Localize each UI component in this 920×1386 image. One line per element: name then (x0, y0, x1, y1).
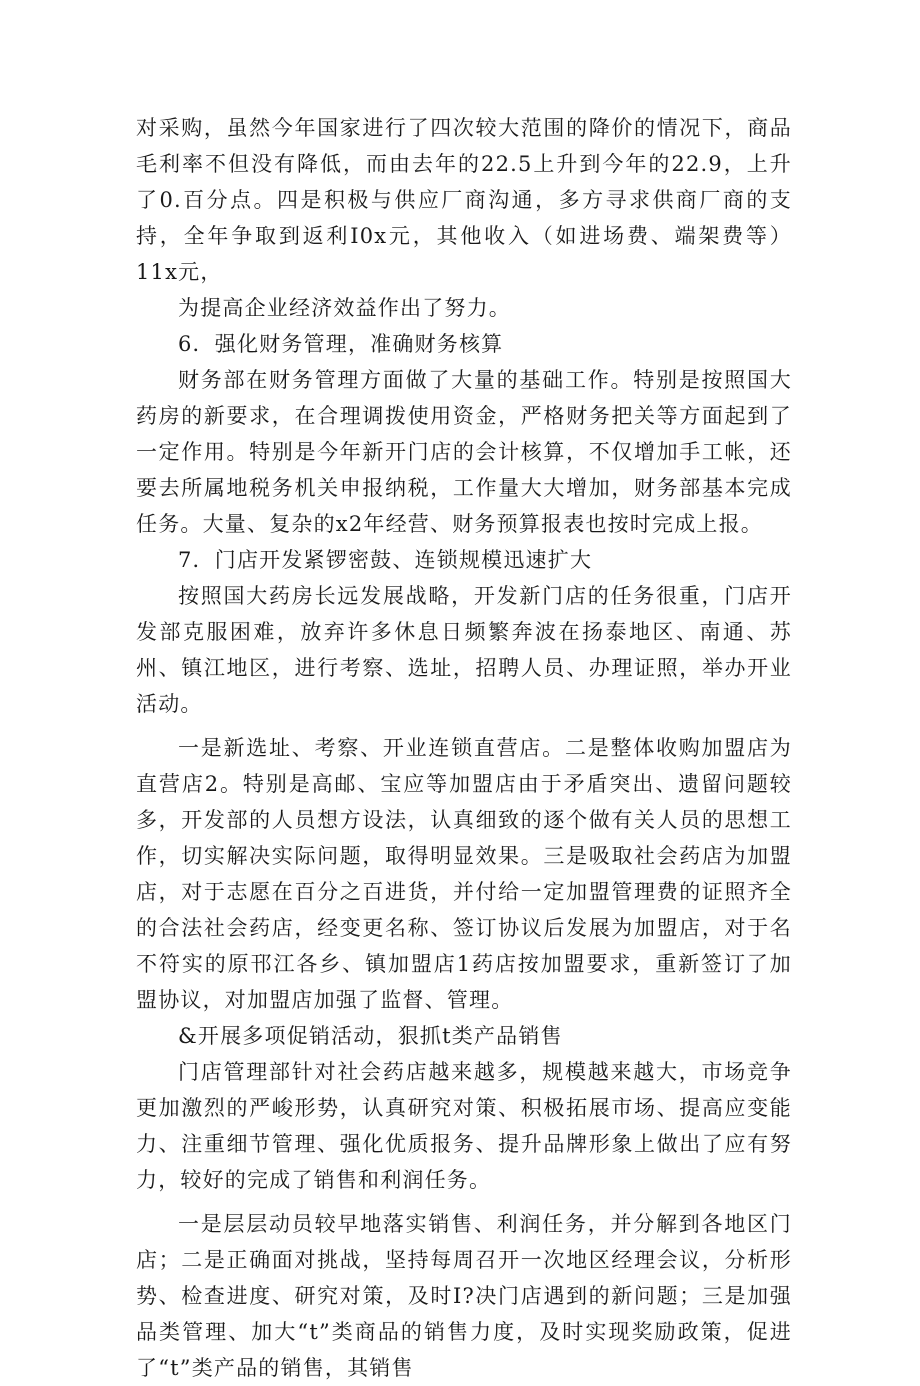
paragraph-efficiency: 为提高企业经济效益作出了努力。 (178, 296, 511, 320)
paragraph-finance: 财务部在财务管理方面做了大量的基础工作。特别是按照国大药房的新要求，在合理调拨使用资金，严格财务把关等方面起到了一定作用。特别是今年新开门店的会计核算，不仅增加手工帐，还要去所属地税务机关申报纳税，工作量大大增加，财务部基本完成任务。大量、复杂的x2年经营、财务预算报表也按时完成上报。 (136, 368, 792, 536)
heading-promotion: &开展多项促销活动，狠抓t类产品销售 (178, 1024, 563, 1048)
paragraph-procurement: 对采购，虽然今年国家进行了四次较大范围的降价的情况下，商品毛利率不但没有降低，而由去年的22.5上升到今年的22.9，上升了0.百分点。四是积极与供应厂商沟通，多方寻求供商厂商的支持，全年争取到返利I0x元，其他收入（如进场费、端架费等）11x元， (136, 116, 792, 284)
paragraph-sales-measures: 一是层层动员较早地落实销售、利润任务，并分解到各地区门店；二是正确面对挑战，坚持每周召开一次地区经理会议，分析形势、检查进度、研究对策，及时I?决门店遇到的新问题；三是加强品类管理、加大“t”类商品的销售力度，及时实现奖励政策，促进了“t”类产品的销售，其销售 (136, 1212, 792, 1380)
paragraph-store-management: 门店管理部针对社会药店越来越多，规模越来越大，市场竞争更加激烈的严峻形势，认真研究对策、积极拓展市场、提高应变能力、注重细节管理、强化优质报务、提升品牌形象上做出了应有努力，较好的完成了销售和利润任务。 (136, 1060, 792, 1192)
paragraph-direct-stores: 一是新选址、考察、开业连锁直营店。二是整体收购加盟店为直营店2。特别是高邮、宝应等加盟店由于矛盾突出、遗留问题较多，开发部的人员想方设法，认真细致的逐个做有关人员的思想工作，切实解决实际问题，取得明显效果。三是吸取社会药店为加盟店，对于志愿在百分之百进货，并付给一定加盟管理费的证照齐全的合法社会药店，经变更名称、签订协议后发展为加盟店，对于名不符实的原邗江各乡、镇加盟店1药店按加盟要求，重新签订了加盟协议，对加盟店加强了监督、管理。 (136, 736, 792, 1012)
paragraph-store-development: 按照国大药房长远发展战略，开发新门店的任务很重，门店开发部克服困难，放弃许多休息日频繁奔波在扬泰地区、南通、苏州、镇江地区，进行考察、选址，招聘人员、办理证照，举办开业活动。 (136, 584, 792, 716)
heading-store-development: 7．门店开发紧锣密鼓、连锁规模迅速扩大 (178, 548, 593, 572)
document-body (136, 110, 792, 1386)
heading-finance: 6．强化财务管理，准确财务核算 (178, 332, 504, 356)
